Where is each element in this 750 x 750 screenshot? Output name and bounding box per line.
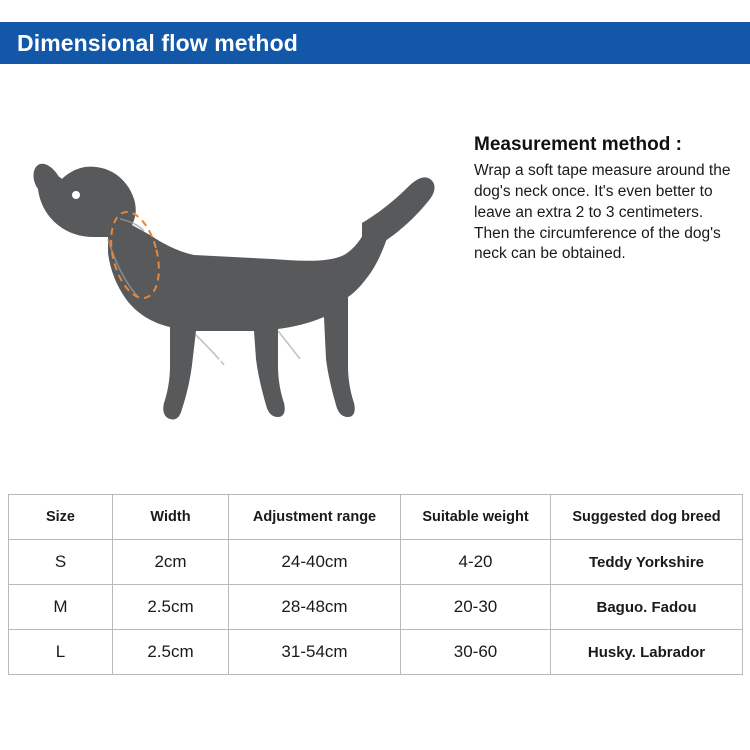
cell-width: 2.5cm (113, 630, 229, 675)
cell-adjustment: 28-48cm (229, 585, 401, 630)
column-header-size: Size (9, 495, 113, 540)
page-title: Dimensional flow method (17, 29, 298, 56)
cell-weight: 20-30 (401, 585, 551, 630)
table-row (9, 540, 743, 585)
cell-size: M (9, 585, 113, 630)
measurement-method-body: Wrap a soft tape measure around the dog's neck once. It's even better to leave an extra 2 to 3 centimeters. Then the circumference of the dog's neck can be obtained. (474, 161, 731, 263)
cell-breed: Baguo. Fadou (551, 585, 743, 630)
cell-weight: 30-60 (401, 630, 551, 675)
page-header (0, 22, 750, 64)
dog-silhouette-icon (10, 159, 460, 459)
table-row (9, 630, 743, 675)
measurement-method-title: Measurement method : (474, 134, 682, 155)
cell-width: 2cm (113, 540, 229, 585)
cell-adjustment: 24-40cm (229, 540, 401, 585)
column-header-suitable-weight: Suitable weight (401, 495, 551, 540)
measurement-method-block (474, 134, 742, 265)
dog-illustration (0, 64, 750, 484)
column-header-suggested-dog-breed: Suggested dog breed (551, 495, 743, 540)
cell-weight: 4-20 (401, 540, 551, 585)
table-row (9, 585, 743, 630)
table-header-row (9, 495, 743, 540)
cell-width: 2.5cm (113, 585, 229, 630)
cell-breed: Teddy Yorkshire (551, 540, 743, 585)
cell-adjustment: 31-54cm (229, 630, 401, 675)
column-header-adjustment-range: Adjustment range (229, 495, 401, 540)
neck-label: NECK (195, 354, 242, 371)
cell-size: L (9, 630, 113, 675)
cell-size: S (9, 540, 113, 585)
column-header-width: Width (113, 495, 229, 540)
size-table (8, 494, 743, 675)
cell-breed: Husky. Labrador (551, 630, 743, 675)
